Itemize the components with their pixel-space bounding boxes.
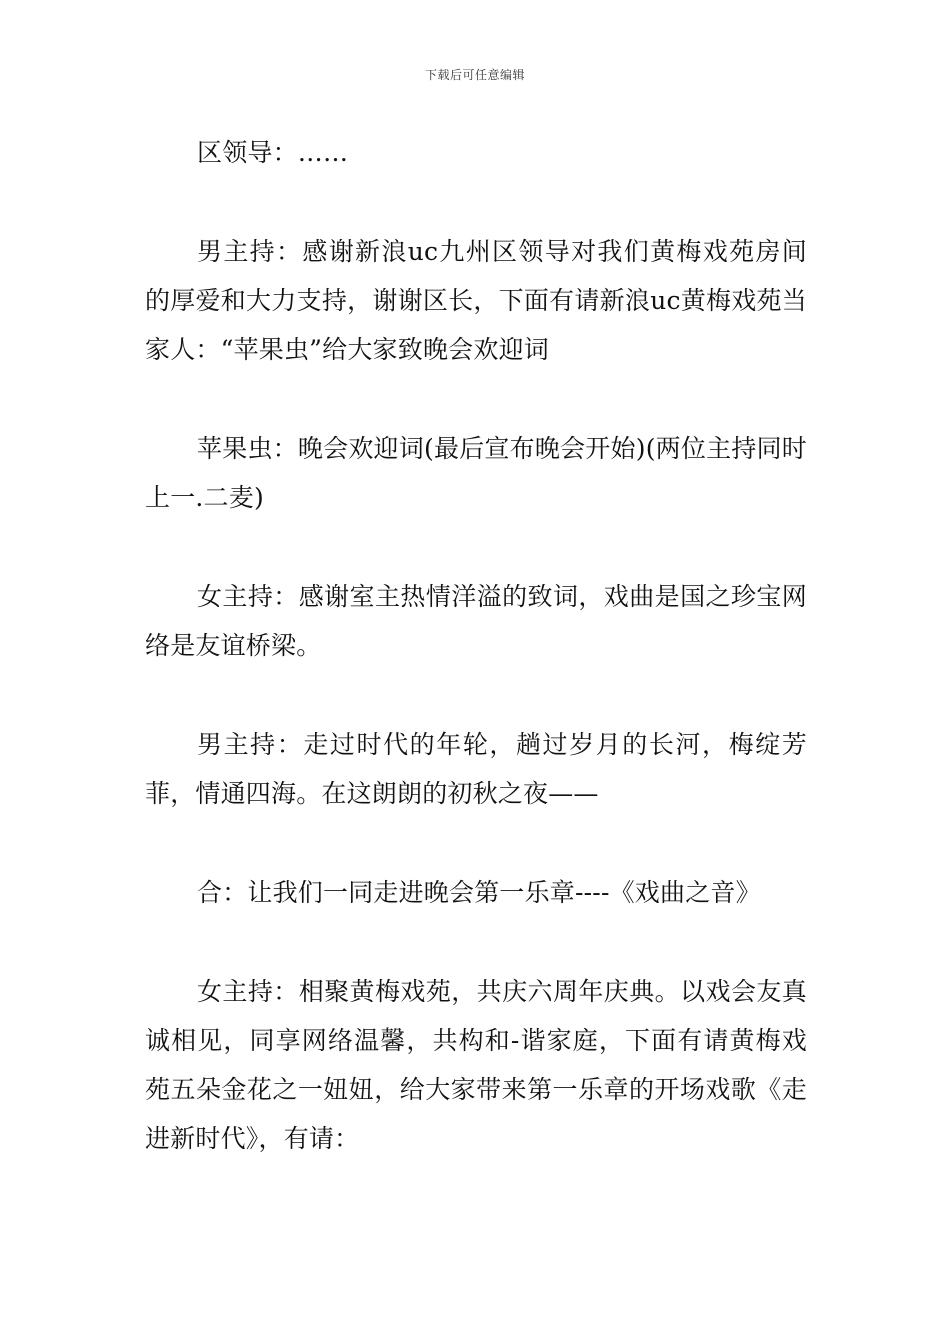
paragraph-together: 合：让我们一同走进晚会第一乐章----《戏曲之音》 <box>197 878 761 907</box>
paragraph-pingguochong: 苹果虫：晚会欢迎词(最后宣布晚会开始)(两位主持同时上一.二麦) <box>145 434 807 512</box>
header-note: 下载后可任意编辑 <box>424 68 525 82</box>
document-body <box>145 128 807 1163</box>
paragraph-male-host-1: 男主持：感谢新浪uc九州区领导对我们黄梅戏苑房间的厚爱和大力支持，谢谢区长，下面有请新浪uc黄梅戏苑当家人：“苹果虫”给大家致晚会欢迎词 <box>145 237 807 364</box>
paragraph-male-host-2: 男主持：走过时代的年轮，趟过岁月的长河，梅绽芳菲，情通四海。在这朗朗的初秋之夜—— <box>145 730 807 808</box>
paragraph-female-host-2: 女主持：相聚黄梅戏苑，共庆六周年庆典。以戏会友真诚相见，同享网络温馨，共构和-谐家庭，下面有请黄梅戏苑五朵金花之一妞妞，给大家带来第一乐章的开场戏歌《走进新时代》，有请： <box>145 977 807 1153</box>
paragraph-district-leader: 区领导：…… <box>197 138 349 167</box>
paragraph-female-host-1: 女主持：感谢室主热情洋溢的致词，戏曲是国之珍宝网络是友谊桥梁。 <box>145 582 807 660</box>
